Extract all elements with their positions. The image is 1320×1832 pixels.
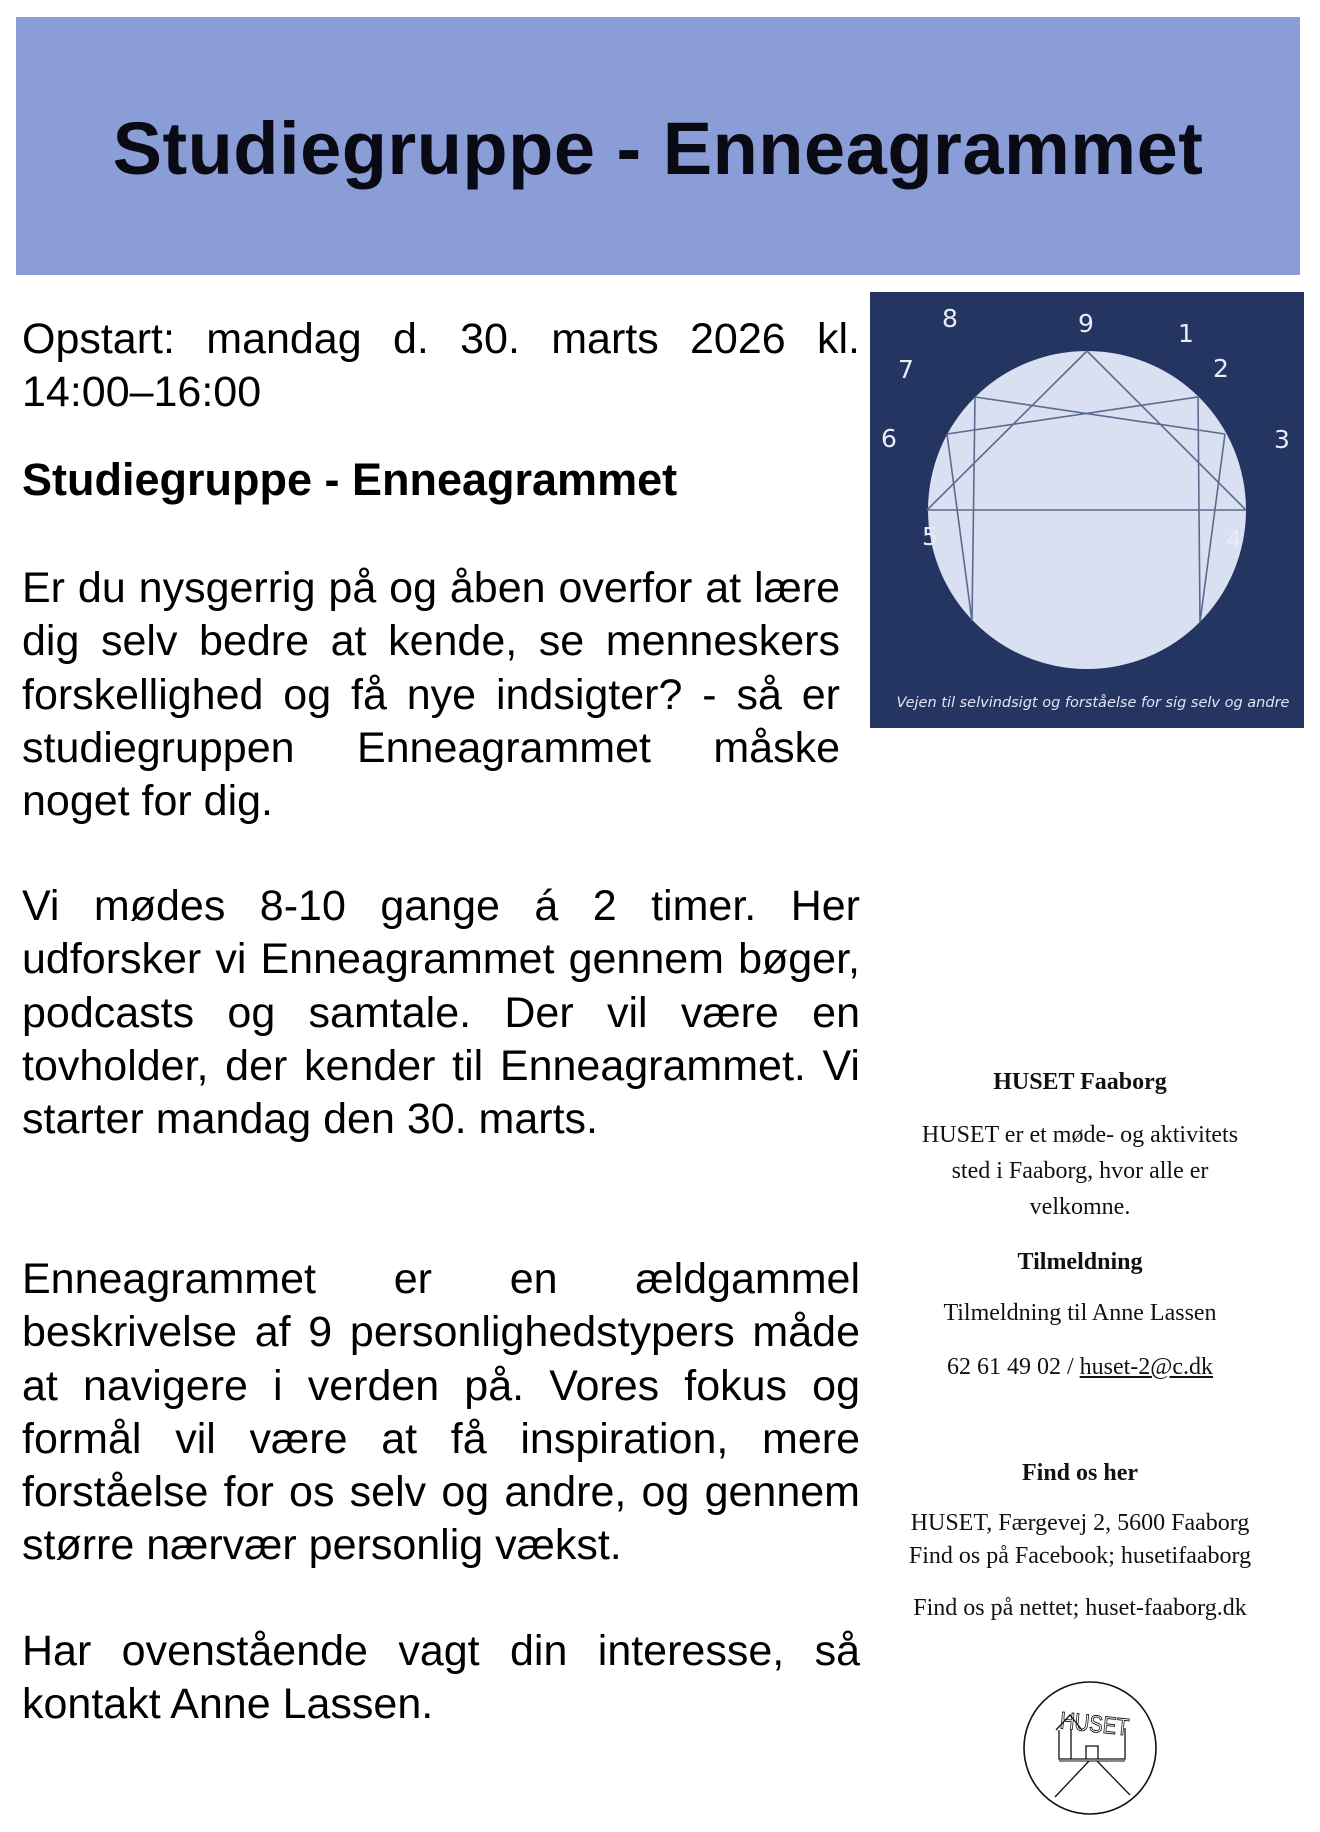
contact-paragraph: Har ovenstående vagt din interesse, så kontakt Anne Lassen. <box>22 1627 860 1729</box>
intro-paragraph: Er du nysgerrig på og åben overfor at lære dig selv bedre at kende, se menneskers forskellighed og få nye indsigter? - så er studiegruppen Enneagrammet måske noget for dig. <box>22 564 840 826</box>
page-title: Studiegruppe - Enneagrammet <box>112 107 1204 190</box>
enneagram-number-5: 5 <box>922 522 938 551</box>
enneagram-number-7: 7 <box>898 355 914 384</box>
logo-door-icon <box>1086 1746 1098 1759</box>
address-text: HUSET, Færgevej 2, 5600 Faaborg <box>910 1510 1250 1536</box>
find-us-heading: Find os her <box>1021 1460 1138 1486</box>
org-description-line: HUSET er et møde- og aktivitets <box>921 1122 1239 1148</box>
enneagram-caption: Vejen til selvindsigt og forståelse for sig selv og andre <box>896 695 1290 711</box>
info-block <box>880 1064 1280 1100</box>
signup-heading: Tilmeldning <box>1017 1249 1143 1275</box>
org-description-line: sted i Faaborg, hvor alle er <box>951 1158 1209 1184</box>
org-heading: HUSET Faaborg <box>993 1069 1167 1095</box>
signup-text-block <box>880 1295 1280 1331</box>
find-us-section <box>880 1455 1280 1491</box>
website-block <box>880 1590 1280 1626</box>
phone-number: 62 61 49 02 <box>946 1354 1061 1380</box>
description-paragraph: Enneagrammet er en ældgammel beskrivelse af 9 personlighedstypers måde at navigere i verden på. Vores fokus og formål vil være at få inspiration, mere forståelse for os selv og andre, og gennem større nærvær personlig vækst. <box>22 1255 860 1570</box>
enneagram-diagram <box>870 292 1304 728</box>
address-block <box>880 1507 1280 1573</box>
schedule-paragraph: Vi mødes 8-10 gange á 2 timer. Her udforsker vi Enneagrammet gennem bøger, podcasts og samtale. Der vil være en tovholder, der kender til Enneagrammet. Vi starter mandag den 30. marts. <box>22 882 860 1144</box>
enneagram-number-3: 3 <box>1274 425 1290 454</box>
logo-circle <box>1024 1682 1156 1814</box>
huset-logo <box>1022 1680 1158 1816</box>
org-description <box>880 1117 1280 1225</box>
start-date-text: Opstart: mandag d. 30. marts 2026 kl. 14:00–16:00 <box>22 315 860 417</box>
signup-section <box>880 1244 1280 1280</box>
enneagram-number-8: 8 <box>942 304 958 333</box>
email-link[interactable]: huset-2@c.dk <box>1079 1354 1214 1380</box>
logo-path-icon <box>1055 1761 1089 1797</box>
org-description-line: velkomne. <box>1029 1194 1131 1220</box>
facebook-text: Find os på Facebook; husetifaaborg <box>908 1543 1252 1569</box>
enneagram-image <box>870 292 1304 728</box>
huset-house-logo-icon <box>1022 1680 1158 1816</box>
signup-text: Tilmeldning til Anne Lassen <box>943 1300 1217 1326</box>
enneagram-number-9: 9 <box>1078 309 1094 338</box>
sub-heading: Studiegruppe - Enneagrammet <box>22 454 678 505</box>
contact-line <box>880 1349 1280 1385</box>
enneagram-number-6: 6 <box>881 424 897 453</box>
enneagram-number-4: 4 <box>1226 525 1242 554</box>
enneagram-number-1: 1 <box>1178 319 1194 348</box>
contact-separator: / <box>1060 1354 1080 1380</box>
enneagram-number-2: 2 <box>1213 354 1229 383</box>
logo-text: HUSET <box>1058 1706 1131 1741</box>
title-banner <box>16 17 1300 275</box>
website-text: Find os på nettet; huset-faaborg.dk <box>913 1595 1247 1621</box>
